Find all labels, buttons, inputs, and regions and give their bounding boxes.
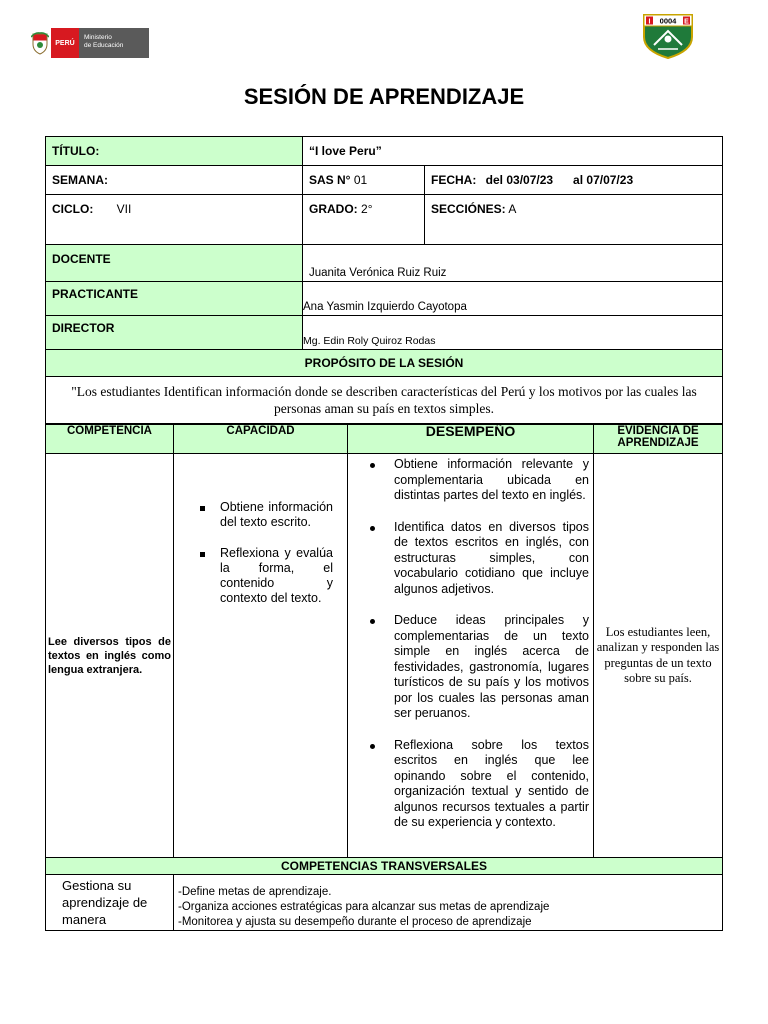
fecha-cell bbox=[425, 166, 723, 195]
session-info-table bbox=[45, 136, 723, 424]
titulo-value: “I love Peru” bbox=[303, 137, 723, 166]
grado-label: GRADO: bbox=[309, 202, 358, 216]
coat-of-arms-icon bbox=[29, 28, 51, 58]
desempeno-item: Reflexiona sobre los textos escritos en inglés que lee opinando sobre el contenido, organización textual y sentido de algunos recursos textuales a partir de su experiencia y contexto. bbox=[394, 737, 589, 829]
fecha-label: FECHA: bbox=[431, 173, 477, 187]
capacidad-item: Reflexiona y evalúa la forma, el contenido y contexto del texto. bbox=[220, 546, 345, 606]
sas-value: 01 bbox=[353, 173, 368, 187]
peru-label: PERÚ bbox=[51, 28, 79, 58]
transversal-item: -Organiza acciones estratégicas para alcanzar sus metas de aprendizaje bbox=[178, 901, 550, 913]
director-value: Mg. Edin Roly Quiroz Rodas bbox=[303, 316, 723, 350]
capacidad-cell bbox=[174, 454, 348, 858]
document-title: SESIÓN DE APRENDIZAJE bbox=[243, 84, 525, 109]
transversal-competencia: Gestiona su aprendizaje de manera bbox=[46, 875, 174, 931]
desempeno-list bbox=[350, 457, 591, 831]
header-evidencia: EVIDENCIA DE APRENDIZAJE bbox=[594, 425, 723, 454]
proposito-value: "Los estudiantes Identifican información donde se describen características del Perú y los motivos por las cuales las personas aman su país en textos simples. bbox=[46, 377, 723, 424]
transversal-item: -Monitorea y ajusta su desempeño durante el proceso de aprendizaje bbox=[178, 916, 532, 928]
docente-value: Juanita Verónica Ruiz Ruiz bbox=[303, 245, 723, 282]
header-capacidad: CAPACIDAD bbox=[174, 425, 348, 454]
desempeno-cell bbox=[348, 454, 594, 858]
secciones-cell bbox=[425, 195, 723, 245]
competencias-table bbox=[45, 424, 723, 858]
sas-cell bbox=[303, 166, 425, 195]
proposito-label: PROPÓSITO DE LA SESIÓN bbox=[46, 350, 723, 377]
school-letter-left: I bbox=[648, 18, 651, 26]
desempeno-item: Deduce ideas principales y complementarias de un texto simple en inglés acerca de festividades, gastronomía, lugares turísticos de su país y los motivos por los cuales las personas aman ser peruanos. bbox=[394, 613, 589, 720]
header-desempeno: DESEMPEÑO bbox=[348, 425, 594, 454]
semana-label: SEMANA: bbox=[46, 166, 303, 195]
secciones-label: SECCIÓNES: bbox=[431, 202, 506, 216]
transversal-item: -Define metas de aprendizaje. bbox=[178, 886, 332, 898]
docente-label: DOCENTE bbox=[46, 245, 303, 282]
transversales-table bbox=[45, 857, 723, 931]
ciclo-value: VII bbox=[116, 202, 132, 216]
evidencia-text: Los estudiantes leen, analizan y responden las preguntas de un texto sobre su país. bbox=[594, 454, 723, 858]
capacidad-item: Obtiene información del texto escrito. bbox=[220, 500, 345, 530]
secciones-value: A bbox=[508, 202, 517, 216]
desempeno-item: Identifica datos en diversos tipos de textos escritos en inglés, con estructuras simples, con vocabulario cotidiano que incluye algunos adjetivos. bbox=[394, 519, 589, 596]
minedu-logo bbox=[29, 28, 149, 58]
minedu-name: Ministerio de Educación bbox=[79, 28, 149, 58]
grado-value: 2° bbox=[361, 202, 373, 216]
sas-label: SAS N° bbox=[309, 173, 351, 187]
school-letter-right: E bbox=[684, 18, 689, 26]
grado-cell bbox=[303, 195, 425, 245]
desempeno-item: Obtiene información relevante y complementaria ubicada en distintas partes del texto en inglés. bbox=[394, 457, 589, 502]
director-label: DIRECTOR bbox=[46, 316, 303, 350]
fecha-value: del 03/07/23 al 07/07/23 bbox=[485, 173, 634, 187]
practicante-value: Ana Yasmin Izquierdo Cayotopa bbox=[303, 282, 723, 316]
ciclo-label: CICLO: bbox=[52, 202, 94, 216]
ciclo-cell bbox=[46, 195, 303, 245]
school-shield-logo bbox=[640, 13, 696, 59]
transversal-items bbox=[174, 875, 723, 931]
competencia-text: Lee diversos tipos de textos en inglés como lengua extranjera. bbox=[46, 454, 174, 858]
titulo-label: TÍTULO: bbox=[46, 137, 303, 166]
capacidad-list bbox=[176, 500, 345, 606]
practicante-label: PRACTICANTE bbox=[46, 282, 303, 316]
header-competencia: COMPETENCIA bbox=[46, 425, 174, 454]
school-code: 0004 bbox=[659, 16, 677, 26]
transversales-header: COMPETENCIAS TRANSVERSALES bbox=[46, 858, 723, 875]
